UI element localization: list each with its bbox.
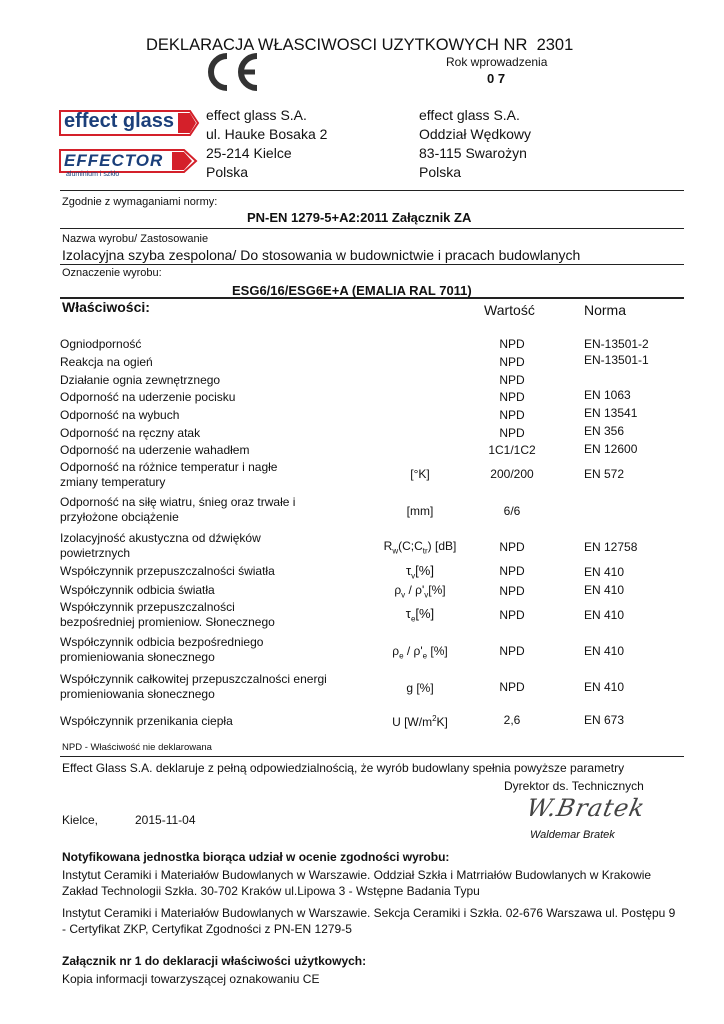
address-right: [419, 106, 531, 182]
norm-header: Norma: [584, 302, 627, 318]
row-property: Odporność na siłę wiatru, śnieg oraz trwałe i przyłożone obciążenie: [60, 495, 296, 524]
address-left-line: 25-214 Kielce: [206, 145, 292, 161]
divider: [60, 228, 684, 229]
annex-heading: Załącznik nr 1 do deklaracji właściwości użytkowych:: [62, 954, 367, 968]
row-value: NPD: [499, 355, 525, 369]
row-unit: U $[W/m^2K]$: [392, 714, 448, 729]
row-property: Odporność na uderzenie wahadłem: [60, 443, 250, 457]
row-property: Działanie ognia zewnętrznego: [60, 373, 221, 387]
address-left: [206, 106, 327, 182]
address-right-line: 83-115 Swarożyn: [419, 145, 527, 161]
row-property: Odporność na różnice temperatur i nagłe zmiany temperatury: [60, 460, 278, 489]
row-value: 2,6: [503, 713, 521, 727]
row-norm: EN 1063: [584, 388, 631, 402]
row-property: Odporność na ręczny atak: [60, 426, 201, 440]
divider: [60, 297, 684, 299]
place: Kielce,: [62, 813, 99, 827]
row-value: NPD: [499, 584, 525, 598]
address-left-line: Polska: [206, 164, 249, 180]
effect-glass-logo: [58, 105, 200, 141]
signer-title: Dyrektor ds. Technicznych: [504, 779, 644, 793]
divider: [60, 264, 684, 265]
effector-logo-text: EFFECTOR: [64, 151, 164, 170]
address-right-line: effect glass S.A.: [419, 107, 520, 123]
product-label: Nazwa wyrobu/ Zastosowanie: [62, 233, 209, 245]
divider: [60, 190, 684, 191]
signer-name: Waldemar Bratek: [530, 829, 615, 841]
row-value: 6/6: [503, 504, 521, 518]
row-unit: $R_w(C;C_{tr})$ [dB]: [383, 539, 457, 556]
row-value: NPD: [499, 680, 525, 694]
npd-note: NPD - Właściwość nie deklarowana: [62, 742, 212, 753]
row-norm: EN 13541: [584, 406, 638, 420]
row-norm: EN 410: [584, 644, 625, 658]
row-value: 1C1/1C2: [488, 443, 536, 457]
marking-value: ESG6/16/ESG6E+A (EMALIA RAL 7011): [232, 283, 472, 298]
annex-text: Kopia informacji towarzyszącej oznakowaniu CE: [62, 972, 320, 986]
row-property: Współczynnik całkowitej przepuszczalności energi promieniowania słonecznego: [60, 672, 327, 701]
row-norm: EN 410: [584, 680, 625, 694]
norm-value: PN-EN 1279-5+A2:2011 Załącznik ZA: [247, 210, 472, 225]
row-property: Izolacyjność akustyczna od dźwięków powietrznych: [60, 531, 261, 560]
notified-para-2: Instytut Ceramiki i Materiałów Budowlanych w Warszawie. Sekcja Ceramiki i Szkła. 02-676 Warszawa ul. Postępu 9 - Certyfikat ZKP, Certyfikat Zgodności z PN-EN 1279-5: [62, 906, 676, 936]
row-value: 200/200: [490, 467, 534, 481]
row-property: Odporność na wybuch: [60, 408, 180, 422]
row-property: Współczynnik odbicia światła: [60, 583, 215, 597]
value-header: Wartość: [484, 302, 535, 318]
signature-image: W.Bratek: [524, 794, 648, 822]
notified-para-1: Instytut Ceramiki i Materiałów Budowlanych w Warszawie. Oddział Szkła i Matrriałów Budowlanych w Krakowie Zakład Technologii Szkła. 30-702 Kraków ul.Lipowa 3 - Wstępne Badania Typu: [62, 868, 652, 898]
ce-mark-icon: [197, 50, 263, 94]
row-unit: $\rho_v / \rho'_v[\%]$: [394, 583, 446, 600]
effect-glass-logo-text: effect glass: [64, 110, 175, 132]
row-value: NPD: [499, 373, 525, 387]
row-norm: EN 12758: [584, 540, 638, 554]
row-value: NPD: [499, 426, 525, 440]
year-value: 0 7: [487, 71, 506, 86]
declaration-text: Effect Glass S.A. deklaruje z pełną odpowiedzialnością, że wyrób budowlany spełnia powyższe parametry: [62, 761, 625, 775]
norm-label: Zgodnie z wymaganiami normy:: [62, 196, 218, 208]
notified-heading: Notyfikowana jednostka biorąca udział w ocenie zgodności wyrobu:: [62, 850, 450, 864]
date: 2015-11-04: [135, 813, 196, 827]
row-unit: $\tau_v[\%]$: [406, 563, 434, 581]
row-norm: EN-13501-1: [584, 353, 649, 367]
row-value: NPD: [499, 564, 525, 578]
row-property: Współczynnik odbicia bezpośredniego promieniowania słonecznego: [60, 635, 264, 664]
row-unit: g [%]: [406, 681, 434, 695]
divider: [60, 756, 684, 757]
address-left-line: effect glass S.A.: [206, 107, 307, 123]
row-value: NPD: [499, 644, 525, 658]
row-property: Współczynnik przenikania ciepła: [60, 714, 233, 728]
effector-logo: [58, 148, 200, 182]
row-unit: [°K]: [410, 467, 430, 481]
title-text: DEKLARACJA WŁASCIWOSCI UZYTKOWYCH NR: [146, 36, 528, 54]
row-norm: EN 673: [584, 713, 625, 727]
address-right-line: Oddział Wędkowy: [419, 126, 532, 142]
row-norm: EN 12600: [584, 442, 638, 456]
row-property: Współczynnik przepuszczalności bezpośredniej promieniow. Słonecznego: [60, 600, 275, 629]
marking-label: Oznaczenie wyrobu:: [62, 267, 162, 279]
row-value: NPD: [499, 408, 525, 422]
properties-header: Właściwości:: [62, 299, 150, 315]
address-left-line: ul. Hauke Bosaka 2: [206, 126, 328, 142]
row-property: Ogniodporność: [60, 337, 142, 351]
row-value: NPD: [499, 390, 525, 404]
row-value: NPD: [499, 540, 525, 554]
row-norm: EN 356: [584, 424, 625, 438]
row-property: Współczynnik przepuszczalności światła: [60, 564, 275, 578]
row-norm: EN 410: [584, 583, 625, 597]
row-unit: [mm]: [406, 504, 434, 518]
row-value: NPD: [499, 608, 525, 622]
row-property: Reakcja na ogień: [60, 355, 153, 369]
row-property: Odporność na uderzenie pocisku: [60, 390, 236, 404]
row-norm: EN 410: [584, 565, 625, 579]
product-value: Izolacyjna szyba zespolona/ Do stosowania w budownictwie i pracach budowlanych: [62, 247, 581, 263]
row-norm: EN 410: [584, 608, 625, 622]
effector-logo-subtext: aluminium i szkło: [66, 171, 120, 178]
year-label: Rok wprowadzenia: [446, 55, 548, 69]
row-unit: $\rho_e / \rho'_e$ [%]: [392, 644, 448, 661]
declaration-number: 2301: [536, 36, 574, 54]
row-norm: EN-13501-2: [584, 337, 649, 351]
row-value: NPD: [499, 337, 525, 351]
row-norm: EN 572: [584, 467, 625, 481]
row-unit: $\tau_e[\%]$: [405, 606, 435, 624]
address-right-line: Polska: [419, 164, 462, 180]
